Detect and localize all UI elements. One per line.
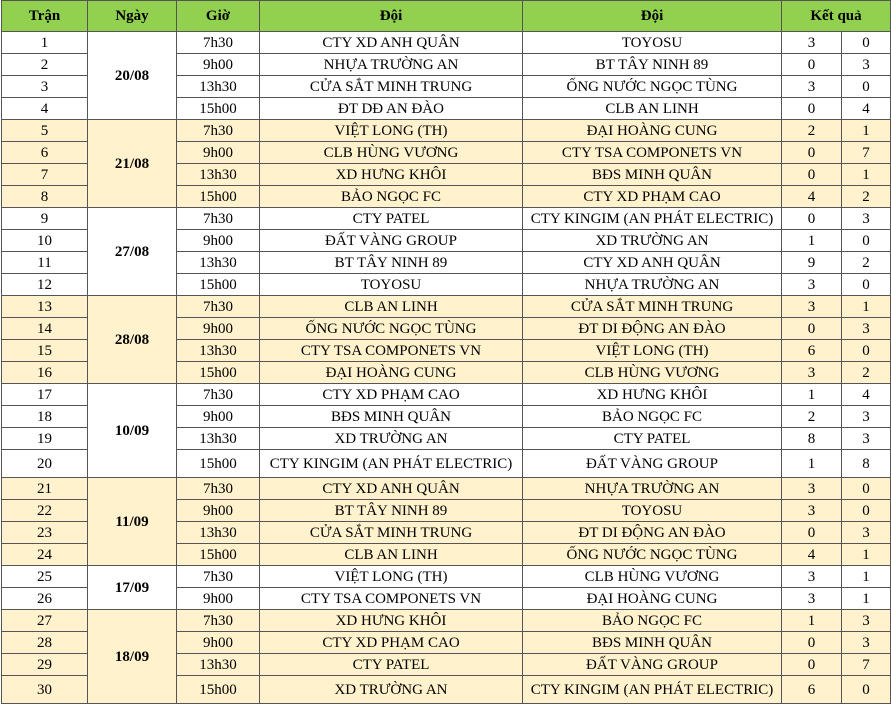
team-home: BĐS MINH QUÂN <box>260 406 523 428</box>
match-time: 9h00 <box>177 588 260 610</box>
team-home: ĐT DĐ AN ĐÀO <box>260 98 523 120</box>
team-away: TOYOSU <box>523 500 782 522</box>
score-away: 0 <box>842 478 891 500</box>
team-home: CLB AN LINH <box>260 544 523 566</box>
match-time: 7h30 <box>177 296 260 318</box>
match-number: 16 <box>2 362 88 384</box>
match-number: 27 <box>2 610 88 632</box>
match-date: 11/09 <box>88 478 177 566</box>
match-number: 24 <box>2 544 88 566</box>
score-away: 0 <box>842 676 891 704</box>
score-home: 4 <box>782 186 842 208</box>
score-home: 2 <box>782 406 842 428</box>
team-home: CLB HÙNG VƯƠNG <box>260 142 523 164</box>
team-home: CTY KINGIM (AN PHÁT ELECTRIC) <box>260 450 523 478</box>
match-time: 13h30 <box>177 340 260 362</box>
match-number: 1 <box>2 32 88 54</box>
score-away: 7 <box>842 142 891 164</box>
score-away: 1 <box>842 566 891 588</box>
team-home: BT TÂY NINH 89 <box>260 252 523 274</box>
score-home: 0 <box>782 164 842 186</box>
match-number: 29 <box>2 654 88 676</box>
match-time: 13h30 <box>177 522 260 544</box>
score-away: 3 <box>842 632 891 654</box>
score-away: 3 <box>842 406 891 428</box>
score-home: 0 <box>782 318 842 340</box>
match-time: 15h00 <box>177 676 260 704</box>
team-away: CTY KINGIM (AN PHÁT ELECTRIC) <box>523 676 782 704</box>
score-away: 0 <box>842 340 891 362</box>
match-number: 21 <box>2 478 88 500</box>
team-away: CLB HÙNG VƯƠNG <box>523 362 782 384</box>
header-team1: Đội <box>260 1 523 32</box>
match-number: 26 <box>2 588 88 610</box>
match-date: 27/08 <box>88 208 177 296</box>
score-away: 1 <box>842 588 891 610</box>
team-home: CTY TSA COMPONETS VN <box>260 340 523 362</box>
team-away: TOYOSU <box>523 32 782 54</box>
table-row <box>2 32 891 54</box>
team-away: BĐS MINH QUÂN <box>523 164 782 186</box>
score-home: 8 <box>782 428 842 450</box>
team-home: VIỆT LONG (TH) <box>260 566 523 588</box>
team-away: CTY XD ANH QUÂN <box>523 252 782 274</box>
match-time: 15h00 <box>177 544 260 566</box>
match-number: 25 <box>2 566 88 588</box>
team-away: NHỰA TRƯỜNG AN <box>523 478 782 500</box>
team-home: CỬA SẮT MINH TRUNG <box>260 522 523 544</box>
match-time: 9h00 <box>177 632 260 654</box>
schedule-table <box>1 0 891 704</box>
match-number: 12 <box>2 274 88 296</box>
team-away: ỐNG NƯỚC NGỌC TÙNG <box>523 544 782 566</box>
team-home: CTY XD ANH QUÂN <box>260 478 523 500</box>
team-home: CTY PATEL <box>260 654 523 676</box>
header-date: Ngày <box>88 1 177 32</box>
score-away: 1 <box>842 544 891 566</box>
team-away: CLB HÙNG VƯƠNG <box>523 566 782 588</box>
score-home: 2 <box>782 120 842 142</box>
match-number: 2 <box>2 54 88 76</box>
score-away: 2 <box>842 186 891 208</box>
table-row <box>2 478 891 500</box>
header-result: Kết quả <box>782 1 891 32</box>
team-home: CTY PATEL <box>260 208 523 230</box>
score-away: 0 <box>842 76 891 98</box>
score-away: 7 <box>842 654 891 676</box>
header-team2: Đội <box>523 1 782 32</box>
header-row <box>2 1 891 32</box>
score-home: 1 <box>782 610 842 632</box>
score-home: 0 <box>782 632 842 654</box>
match-time: 13h30 <box>177 164 260 186</box>
team-home: NHỰA TRƯỜNG AN <box>260 54 523 76</box>
team-home: ỐNG NƯỚC NGỌC TÙNG <box>260 318 523 340</box>
score-home: 6 <box>782 676 842 704</box>
table-row <box>2 208 891 230</box>
match-number: 7 <box>2 164 88 186</box>
table-row <box>2 120 891 142</box>
table-row <box>2 296 891 318</box>
team-home: CTY TSA COMPONETS VN <box>260 588 523 610</box>
team-home: BT TÂY NINH 89 <box>260 500 523 522</box>
match-time: 7h30 <box>177 32 260 54</box>
match-time: 9h00 <box>177 406 260 428</box>
score-away: 0 <box>842 32 891 54</box>
score-away: 4 <box>842 384 891 406</box>
score-away: 1 <box>842 164 891 186</box>
score-home: 0 <box>782 522 842 544</box>
match-time: 9h00 <box>177 54 260 76</box>
score-home: 9 <box>782 252 842 274</box>
score-home: 0 <box>782 208 842 230</box>
match-time: 9h00 <box>177 500 260 522</box>
match-time: 15h00 <box>177 450 260 478</box>
table-row <box>2 384 891 406</box>
score-away: 0 <box>842 500 891 522</box>
score-away: 1 <box>842 296 891 318</box>
team-away: BẢO NGỌC FC <box>523 610 782 632</box>
team-away: VIỆT LONG (TH) <box>523 340 782 362</box>
team-home: VIỆT LONG (TH) <box>260 120 523 142</box>
team-away: BẢO NGỌC FC <box>523 406 782 428</box>
match-time: 9h00 <box>177 230 260 252</box>
match-time: 7h30 <box>177 120 260 142</box>
match-time: 7h30 <box>177 610 260 632</box>
match-number: 9 <box>2 208 88 230</box>
score-away: 3 <box>842 428 891 450</box>
team-away: ĐẠI HOÀNG CUNG <box>523 120 782 142</box>
team-away: BĐS MINH QUÂN <box>523 632 782 654</box>
team-home: BẢO NGỌC FC <box>260 186 523 208</box>
match-number: 5 <box>2 120 88 142</box>
team-home: CỬA SẮT MINH TRUNG <box>260 76 523 98</box>
score-away: 1 <box>842 120 891 142</box>
team-away: BT TÂY NINH 89 <box>523 54 782 76</box>
score-home: 3 <box>782 588 842 610</box>
score-home: 3 <box>782 478 842 500</box>
match-time: 9h00 <box>177 142 260 164</box>
team-home: CLB AN LINH <box>260 296 523 318</box>
team-home: TOYOSU <box>260 274 523 296</box>
team-away: CTY PATEL <box>523 428 782 450</box>
score-home: 3 <box>782 274 842 296</box>
score-home: 3 <box>782 566 842 588</box>
match-number: 8 <box>2 186 88 208</box>
team-home: CTY XD ANH QUÂN <box>260 32 523 54</box>
score-home: 3 <box>782 296 842 318</box>
team-home: XD TRƯỜNG AN <box>260 428 523 450</box>
match-number: 4 <box>2 98 88 120</box>
table-row <box>2 566 891 588</box>
score-home: 0 <box>782 654 842 676</box>
score-home: 1 <box>782 450 842 478</box>
score-away: 3 <box>842 208 891 230</box>
team-home: ĐẤT VÀNG GROUP <box>260 230 523 252</box>
score-home: 0 <box>782 98 842 120</box>
score-home: 3 <box>782 76 842 98</box>
score-home: 4 <box>782 544 842 566</box>
team-away: ĐẤT VÀNG GROUP <box>523 654 782 676</box>
match-time: 15h00 <box>177 274 260 296</box>
match-number: 17 <box>2 384 88 406</box>
match-date: 17/09 <box>88 566 177 610</box>
team-away: XD HƯNG KHÔI <box>523 384 782 406</box>
team-away: XD TRƯỜNG AN <box>523 230 782 252</box>
score-away: 8 <box>842 450 891 478</box>
team-home: CTY XD PHẠM CAO <box>260 632 523 654</box>
match-time: 15h00 <box>177 98 260 120</box>
match-time: 7h30 <box>177 478 260 500</box>
team-away: CTY KINGIM (AN PHÁT ELECTRIC) <box>523 208 782 230</box>
team-away: CTY XD PHẠM CAO <box>523 186 782 208</box>
score-away: 2 <box>842 252 891 274</box>
score-away: 2 <box>842 362 891 384</box>
match-time: 13h30 <box>177 654 260 676</box>
team-away: ỐNG NƯỚC NGỌC TÙNG <box>523 76 782 98</box>
match-date: 20/08 <box>88 32 177 120</box>
header-time: Giờ <box>177 1 260 32</box>
team-away: NHỰA TRƯỜNG AN <box>523 274 782 296</box>
score-home: 0 <box>782 142 842 164</box>
match-number: 23 <box>2 522 88 544</box>
score-home: 3 <box>782 362 842 384</box>
match-date: 18/09 <box>88 610 177 704</box>
match-date: 21/08 <box>88 120 177 208</box>
header-match: Trận <box>2 1 88 32</box>
match-number: 11 <box>2 252 88 274</box>
match-number: 30 <box>2 676 88 704</box>
score-away: 3 <box>842 522 891 544</box>
score-away: 3 <box>842 54 891 76</box>
match-date: 10/09 <box>88 384 177 478</box>
match-time: 9h00 <box>177 318 260 340</box>
match-number: 20 <box>2 450 88 478</box>
team-home: XD HƯNG KHÔI <box>260 610 523 632</box>
match-number: 28 <box>2 632 88 654</box>
match-date: 28/08 <box>88 296 177 384</box>
team-away: ĐẤT VÀNG GROUP <box>523 450 782 478</box>
team-away: ĐT DI ĐỘNG AN ĐÀO <box>523 522 782 544</box>
match-number: 14 <box>2 318 88 340</box>
match-time: 7h30 <box>177 208 260 230</box>
score-home: 6 <box>782 340 842 362</box>
score-away: 0 <box>842 230 891 252</box>
score-home: 3 <box>782 32 842 54</box>
team-home: CTY XD PHẠM CAO <box>260 384 523 406</box>
score-away: 0 <box>842 274 891 296</box>
schedule-body <box>2 32 891 704</box>
team-home: XD HƯNG KHÔI <box>260 164 523 186</box>
match-number: 6 <box>2 142 88 164</box>
match-time: 13h30 <box>177 76 260 98</box>
match-time: 15h00 <box>177 362 260 384</box>
match-time: 15h00 <box>177 186 260 208</box>
match-number: 22 <box>2 500 88 522</box>
team-away: ĐT DI ĐỘNG AN ĐÀO <box>523 318 782 340</box>
score-home: 0 <box>782 54 842 76</box>
team-away: CỬA SẮT MINH TRUNG <box>523 296 782 318</box>
score-home: 1 <box>782 384 842 406</box>
match-number: 19 <box>2 428 88 450</box>
score-away: 3 <box>842 318 891 340</box>
match-number: 3 <box>2 76 88 98</box>
match-time: 7h30 <box>177 566 260 588</box>
team-away: CTY TSA COMPONETS VN <box>523 142 782 164</box>
match-number: 13 <box>2 296 88 318</box>
match-number: 18 <box>2 406 88 428</box>
table-row <box>2 610 891 632</box>
score-away: 3 <box>842 610 891 632</box>
match-number: 15 <box>2 340 88 362</box>
match-time: 13h30 <box>177 252 260 274</box>
team-home: XD TRƯỜNG AN <box>260 676 523 704</box>
match-time: 7h30 <box>177 384 260 406</box>
team-away: CLB AN LINH <box>523 98 782 120</box>
team-home: ĐẠI HOÀNG CUNG <box>260 362 523 384</box>
match-time: 13h30 <box>177 428 260 450</box>
score-away: 4 <box>842 98 891 120</box>
match-number: 10 <box>2 230 88 252</box>
team-away: ĐẠI HOÀNG CUNG <box>523 588 782 610</box>
score-home: 1 <box>782 230 842 252</box>
score-home: 3 <box>782 500 842 522</box>
